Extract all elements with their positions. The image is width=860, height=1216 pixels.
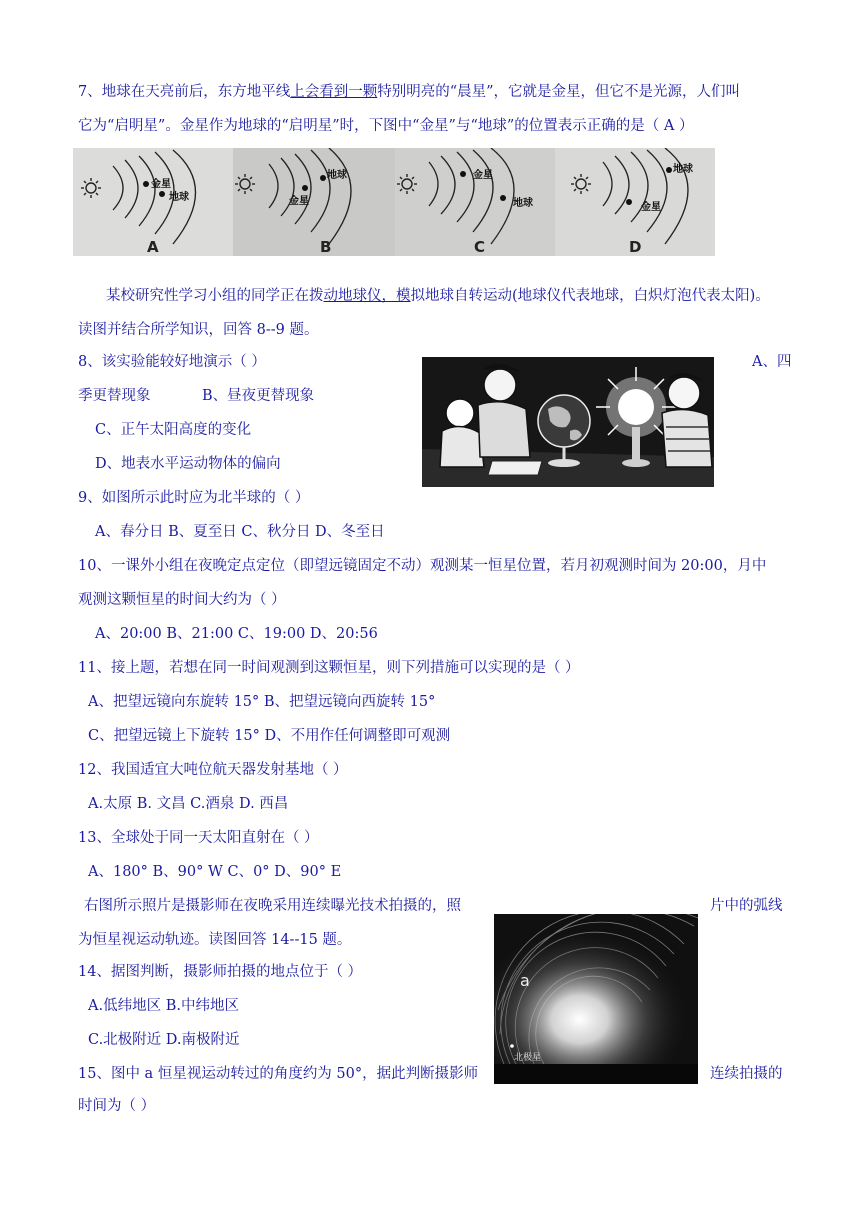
globe-experiment-svg [422,357,714,487]
earth-label-a: 地球 [169,192,189,203]
q14-stem: 14、据图判断，摄影师拍摄的地点位于（ ） [78,964,363,980]
intro-8-9-line2: 读图并结合所学知识，回答 8--9 题。 [78,322,319,338]
q7-line1 [78,82,740,102]
q7-line1-underline-2: 看到一颗 [319,84,378,100]
intro-8-9-b: 拟地球自转运动(地球仪代表地球，白炽灯泡代表太阳)。 [410,288,770,304]
q10-options: A、20:00 B、21:00 C、19:00 D、20:56 [95,626,378,642]
q14-options-ab: A.低纬地区 B.中纬地区 [88,998,239,1014]
option-b-label: B [320,238,332,256]
q11-stem: 11、接上题，若想在同一时间观测到这颗恒星，则下列措施可以实现的是（ ） [78,660,580,676]
q14-options-cd: C.北极附近 D.南极附近 [88,1032,240,1048]
intro-8-9-line1 [106,286,770,306]
intro-14-15-line2: 为恒星视运动轨迹。读图回答 14--15 题。 [78,932,352,948]
intro-8-9-a: 某校研究性学习小组的同学正在拨 [106,288,324,304]
star-trails-svg [494,914,698,1084]
q10-line1: 10、一课外小组在夜晚定点定位（即望远镜固定不动）观测某一恒星位置，若月初观测时间为 20:00，月中 [78,558,767,574]
q13-options: A、180° B、90° W C、0° D、90° E [88,864,342,880]
q8-stem: 8、该实验能较好地演示（ ） [78,354,266,370]
q8-option-b: B、昼夜更替现象 [202,388,315,404]
q7-line2: 它为“启明星”。金星作为地球的“启明星”时，下图中“金星”与“地球”的位置表示正确的是（ A ） [78,118,694,134]
q15-line1b: 连续拍摄的 [710,1066,783,1082]
q13-stem: 13、全球处于同一天太阳直射在（ ） [78,830,319,846]
venus-label-c: 金星 [473,170,493,181]
polaris-label: 北极星 [514,1053,542,1063]
q7-line1-a: 7、地球在天亮前后，东方地平线 [78,84,291,100]
venus-label-a: 金星 [151,179,171,190]
earth-label-c: 地球 [513,198,533,209]
q8-option-d: D、地表水平运动物体的偏向 [95,456,281,472]
earth-label-d: 地球 [673,164,693,175]
q9-stem: 9、如图所示此时应为北半球的（ ） [78,490,310,506]
q12-stem: 12、我国适宜大吨位航天器发射基地（ ） [78,762,348,778]
q9-options: A、春分日 B、夏至日 C、秋分日 D、冬至日 [95,524,385,540]
q8-option-a-part1: A、四 [752,354,792,370]
option-a-label: A [147,238,159,256]
star-a-label: a [520,971,530,990]
q7-orbit-figure [73,148,715,256]
intro-14-15-line1a: 右图所示照片是摄影师在夜晚采用连续曝光技术拍摄的，照 [84,898,461,914]
q8-option-a-part2: 季更替现象 [78,388,151,404]
intro-8-9-underline: 动地球仪，模 [323,288,411,304]
star-trails-photo [494,914,698,1084]
option-c-label: C [474,238,486,256]
venus-label-d: 金星 [641,202,661,213]
q7-orbit-svg [73,148,715,256]
q7-line1-c: 特别明亮的“晨星”，它就是金星，但它不是光源，人们叫 [377,84,741,100]
q8-option-c: C、正午太阳高度的变化 [95,422,252,438]
venus-label-b: 金星 [289,196,309,207]
q7-line1-underline-1: 上会 [290,84,320,100]
q12-options: A.太原 B. 文昌 C.酒泉 D. 西昌 [88,796,289,812]
option-d-label: D [629,238,642,256]
polaris-star [510,1044,514,1048]
earth-label-b: 地球 [327,170,347,181]
q10-line2: 观测这颗恒星的时间大约为（ ） [78,592,286,608]
q11-options-ab: A、把望远镜向东旋转 15° B、把望远镜向西旋转 15° [88,694,436,710]
globe-experiment-illustration [422,357,714,487]
intro-14-15-line1b: 片中的弧线 [710,898,783,914]
q15-line2: 时间为（ ） [78,1098,156,1114]
q11-options-cd: C、把望远镜上下旋转 15° D、不用作任何调整即可观测 [88,728,451,744]
q15-line1a: 15、图中 a 恒星视运动转过的角度约为 50°，据此判断摄影师 [78,1066,479,1082]
